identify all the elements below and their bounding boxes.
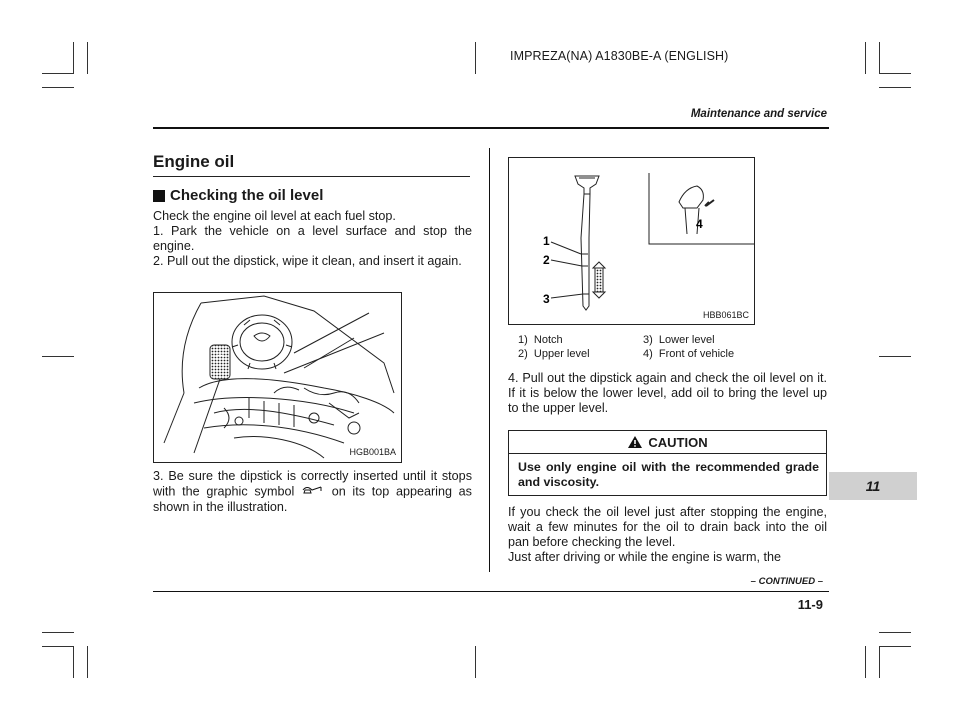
callout-1: 1 — [543, 234, 550, 248]
intro-text: Check the engine oil level at each fuel stop. — [153, 209, 396, 223]
footer-rule — [153, 591, 829, 592]
figure-code: HGB001BA — [349, 447, 396, 457]
callout-4: 4 — [696, 217, 703, 231]
legend-item: 1) Notch — [518, 334, 563, 346]
step-4-text: 4. Pull out the dipstick again and check the oil level on it. If it is below the lower level, add oil to bring the level up to the upper level. — [508, 371, 827, 415]
legend-item: 2) Upper level — [518, 348, 590, 360]
step-3-part2: on its top appearing as shown in the illustration. — [153, 484, 472, 514]
step-3-part1: 3. Be sure the dipstick is correctly inserted until it stops with the graphic symbol — [153, 469, 472, 499]
page-title: Engine oil — [153, 152, 235, 171]
header-rule — [153, 127, 829, 129]
dipstick-illustration — [508, 157, 755, 325]
warm-engine-paragraph: If you check the oil level just after stopping the engine, wait a few minutes for the oil to drain back into the oil pan before checking the level. — [508, 505, 827, 549]
callout-3: 3 — [543, 292, 550, 306]
step-3-text — [153, 469, 472, 515]
step-2-text: 2. Pull out the dipstick, wipe it clean, and insert it again. — [153, 254, 462, 268]
page-number: 11-9 — [797, 597, 823, 612]
caution-header — [509, 431, 826, 454]
engine-bay-illustration — [153, 292, 402, 463]
caution-title: CAUTION — [648, 434, 708, 450]
driving-paragraph: Just after driving or while the engine is warm, the — [508, 550, 781, 564]
document-id: IMPREZA(NA) A1830BE-A (ENGLISH) — [510, 49, 729, 63]
figure-code: HBB061BC — [702, 310, 749, 320]
square-bullet-icon — [153, 190, 165, 202]
step-1-text: 1. Park the vehicle on a level surface and stop the engine. — [153, 224, 472, 253]
chapter-tab: 11 — [829, 472, 917, 500]
oil-symbol-icon — [301, 484, 325, 500]
callout-2: 2 — [543, 253, 550, 267]
subtitle-text: Checking the oil level — [170, 187, 324, 204]
caution-box — [508, 430, 827, 496]
continued-label: – CONTINUED – — [750, 576, 823, 587]
section-header: Maintenance and service — [690, 108, 827, 120]
title-underline — [153, 176, 470, 177]
legend-item: 3) Lower level — [643, 334, 715, 346]
section-subtitle — [153, 187, 323, 204]
caution-text: Use only engine oil with the recommended grade and viscosity. — [518, 460, 819, 489]
column-divider — [489, 148, 490, 572]
warning-triangle-icon — [627, 435, 643, 449]
legend-item: 4) Front of vehicle — [643, 348, 735, 360]
